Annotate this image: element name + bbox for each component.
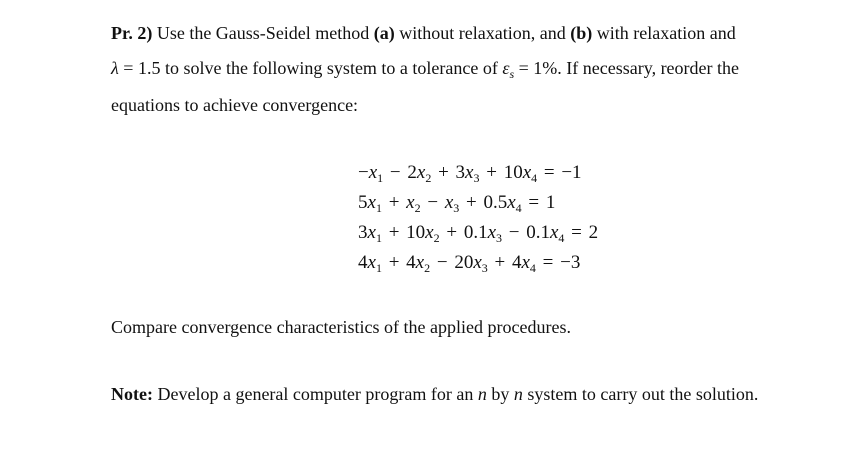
problem-line-1	[111, 22, 736, 44]
operator-sign: +	[383, 192, 405, 213]
n-symbol: n	[477, 384, 487, 404]
equation-1	[358, 159, 598, 189]
equals-sign: =	[537, 252, 559, 273]
note-text: by	[486, 384, 514, 404]
equation-term	[430, 252, 488, 273]
equals-sign: =	[539, 162, 560, 183]
problem-label: Pr. 2)	[111, 23, 153, 43]
variable: x	[507, 192, 516, 213]
right-hand-side: −3	[560, 252, 581, 273]
variable: x	[465, 162, 474, 183]
equation-term	[431, 162, 479, 183]
operator-sign: +	[433, 162, 454, 183]
operator-sign: −	[358, 162, 369, 183]
equation-term	[459, 192, 521, 213]
operator-sign: −	[504, 222, 525, 243]
coefficient: 4	[511, 252, 522, 273]
problem-line-3: equations to achieve convergence:	[111, 95, 359, 115]
variable-subscript: 4	[531, 171, 538, 185]
operator-sign: +	[461, 192, 482, 213]
n-symbol: n	[513, 384, 523, 404]
variable-subscript: 1	[375, 261, 382, 275]
variable: x	[416, 162, 426, 183]
coefficient: 10	[406, 222, 426, 243]
variable-subscript: 4	[515, 201, 522, 215]
compare-instruction: Compare convergence characteristics of the applied procedures.	[111, 317, 571, 337]
coefficient: 20	[454, 252, 474, 273]
coefficient: 3	[455, 162, 466, 183]
variable: x	[487, 222, 496, 243]
variable-subscript: 1	[375, 201, 382, 215]
variable: x	[368, 162, 378, 183]
variable-subscript: 2	[425, 171, 432, 185]
problem-text: without relaxation, and	[394, 23, 571, 43]
equation-term	[358, 162, 383, 183]
variable-subscript: 2	[433, 231, 440, 245]
operator-sign: +	[441, 222, 462, 243]
coefficient: 0.1	[526, 222, 550, 243]
variable-subscript: 3	[473, 171, 480, 185]
note-text: Develop a general computer program for an	[152, 384, 478, 404]
variable: x	[425, 222, 434, 243]
problem-text: Use the Gauss-Seidel method	[152, 23, 374, 43]
variable-subscript: 3	[481, 261, 488, 275]
equation-term	[382, 192, 421, 213]
equation-term	[421, 192, 460, 213]
coefficient: 5	[358, 192, 368, 213]
coefficient: 0.5	[483, 192, 508, 213]
variable: x	[367, 222, 376, 243]
coefficient: 10	[503, 162, 523, 183]
equation-term	[358, 252, 382, 273]
variable: x	[522, 162, 532, 183]
variable-subscript: 3	[496, 231, 502, 245]
equation-4	[358, 249, 598, 279]
right-hand-side: 1	[545, 192, 556, 213]
variable: x	[415, 252, 425, 273]
epsilon-subscript: s	[509, 67, 515, 81]
equals-sign: =	[566, 222, 587, 243]
variable-subscript: 2	[424, 261, 431, 275]
variable: x	[549, 222, 559, 243]
problem-line-2	[111, 57, 739, 79]
part-b-label: (b)	[570, 23, 593, 43]
variable-subscript: 3	[453, 201, 460, 215]
equation-term	[358, 222, 382, 243]
operator-sign: +	[383, 252, 405, 273]
problem-text: with relaxation and	[592, 23, 736, 43]
problem-text: = 1%. If necessary, reorder the	[514, 58, 740, 78]
equation-term	[479, 162, 537, 183]
operator-sign: −	[385, 162, 406, 183]
variable: x	[367, 192, 376, 213]
equation-2	[358, 189, 598, 219]
problem-text: = 1.5 to solve the following system to a tolerance of	[118, 58, 503, 78]
note-label: Note:	[111, 384, 153, 404]
variable: x	[473, 252, 482, 273]
equation-system	[358, 159, 598, 279]
coefficient: 0.1	[463, 222, 488, 243]
right-hand-side: 2	[588, 222, 599, 243]
equation-term	[382, 222, 440, 243]
equation-term	[382, 252, 430, 273]
variable-subscript: 2	[414, 201, 421, 215]
variable: x	[367, 252, 376, 273]
variable-subscript: 4	[558, 231, 565, 245]
coefficient: 2	[407, 162, 417, 183]
right-hand-side: −1	[561, 162, 582, 183]
operator-sign: +	[489, 252, 510, 273]
coefficient: 3	[358, 222, 368, 243]
equation-3	[358, 219, 598, 249]
equation-term	[488, 252, 536, 273]
equation-term	[440, 222, 502, 243]
equation-term	[358, 192, 382, 213]
coefficient: 4	[406, 252, 416, 273]
variable: x	[521, 252, 530, 273]
operator-sign: −	[432, 252, 453, 273]
equation-term	[383, 162, 431, 183]
variable-subscript: 1	[377, 171, 384, 185]
lambda-symbol: λ	[111, 58, 119, 78]
variable: x	[444, 192, 454, 213]
coefficient: 4	[358, 252, 368, 273]
note-text: system to carry out the solution.	[522, 384, 759, 404]
variable: x	[406, 192, 415, 213]
variable-subscript: 1	[375, 231, 382, 245]
equals-sign: =	[523, 192, 544, 213]
note-line	[111, 383, 758, 405]
equation-term	[502, 222, 564, 243]
operator-sign: +	[481, 162, 502, 183]
operator-sign: +	[383, 222, 405, 243]
epsilon-symbol: ε	[502, 58, 510, 78]
part-a-label: (a)	[373, 23, 395, 43]
variable-subscript: 4	[529, 261, 536, 275]
operator-sign: −	[422, 192, 443, 213]
